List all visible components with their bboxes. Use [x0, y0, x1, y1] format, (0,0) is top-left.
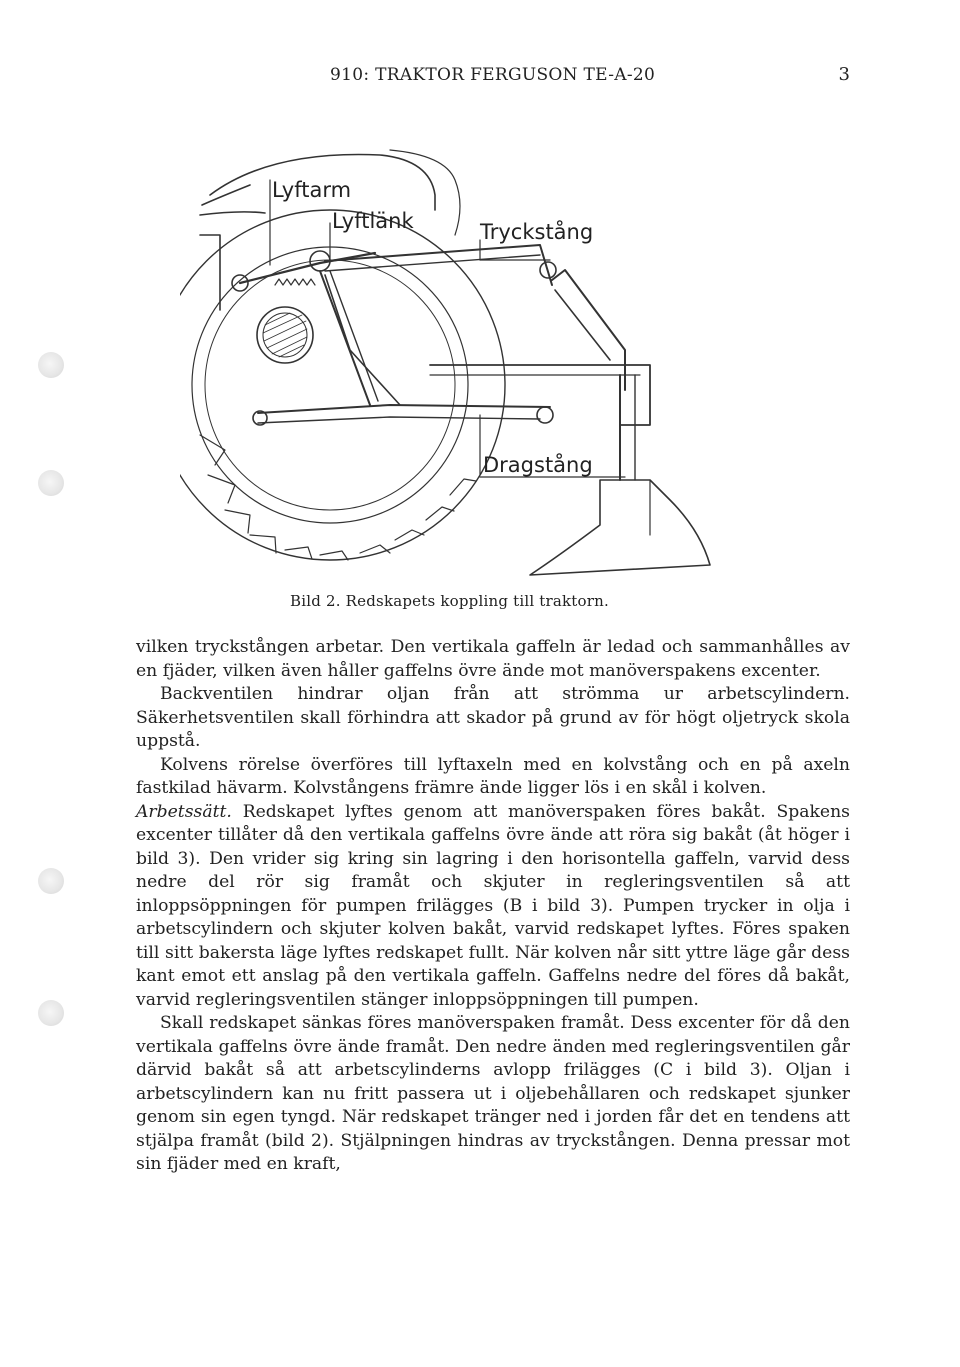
paragraph-4 — [136, 801, 850, 1013]
paragraph-1: vilken tryckstången arbetar. Den vertikala gaffeln är ledad och sammanhålles av en fjäder, vilken även håller gaffelns övre ände mot manöverspakens excenter. — [136, 637, 850, 681]
paragraph-4-text: Redskapet lyftes genom att manöverspaken föres bakåt. Spakens excenter tillåter då den vertikala gaffelns övre ände att röra sig bakåt (åt höger i bild 3). Den vrider sig kring sin lagring i den horisontella gaffeln, varvid dess nedre del rör sig framåt och skjuter in regleringsventilen så att inloppsöppningen för pumpen frilägges (B i bild 3). Pumpen trycker in olja i arbetscylindern och skjuter kolven bakåt, varvid redskapet lyftes. Föres spaken till sitt bakersta läge lyftes redskapet fullt. När kolven når sitt yttre läge går dess kant emot ett anslag på den vertikala gaffeln. Gaffelns nedre del föres då bakåt, varvid regleringsventilen stänger inloppsöppningen till pumpen. — [136, 801, 850, 1010]
paragraph-5: Skall redskapet sänkas föres manöverspaken framåt. Dess excenter för då den vertikala gaffelns övre ände framåt. Den nedre änden med regleringsventilen går därvid bakåt så att arbetscylinderns avlopp frilägges (C i bild 3). Oljan i arbetscylindern kan nu fritt passera ut i oljebehållaren och redskapet sjunker genom sin egen tyngd. När redskapet tränger ned i jorden får det en tendens att stjälpa framåt (bild 2). Stjälpningen hindras av tryckstången. Denna pressar mot sin fjäder med en kraft, — [136, 1013, 850, 1174]
paragraph-3: Kolvens rörelse överföres till lyftaxeln med en kolvstång och en på axeln fastkilad hävarm. Kolvstångens främre ände ligger lös i en skål i kolven. — [136, 754, 850, 798]
body-edge — [202, 185, 250, 205]
paragraph-2: Backventilen hindrar oljan från att strömma ur arbetscylindern. Säkerhetsventilen skall förhindra att skador på grund av för högt oljetryck skola uppstå. — [136, 684, 850, 751]
lift-arm — [240, 253, 375, 283]
figure-caption: Bild 2. Redskapets koppling till traktorn. — [290, 592, 609, 610]
implement-mast — [552, 270, 625, 390]
punch-hole-2 — [38, 470, 64, 496]
draw-bar-pin-right — [537, 407, 553, 423]
implement-hitch-diagram — [180, 135, 740, 610]
body-text — [136, 636, 850, 1177]
spring — [275, 279, 315, 285]
wheel-hub-inner — [263, 313, 307, 357]
body-lower — [200, 235, 220, 310]
page-number: 3 — [838, 64, 850, 85]
implement-beam — [430, 365, 650, 425]
lift-link — [320, 271, 370, 405]
punch-hole-3 — [38, 868, 64, 894]
draw-bar — [258, 405, 550, 413]
label-tryckstang: Tryckstång — [480, 220, 594, 244]
label-lyftlank: Lyftlänk — [332, 209, 414, 233]
punch-hole-4 — [38, 1000, 64, 1026]
label-dragstang: Dragstång — [483, 453, 593, 477]
label-lyftarm: Lyftarm — [272, 178, 352, 202]
plough-share — [530, 480, 710, 575]
punch-hole-1 — [38, 352, 64, 378]
page-title: 910: TRAKTOR FERGUSON TE-A-20 — [330, 65, 656, 85]
section-heading-arbetssatt: Arbetssätt. — [136, 801, 232, 822]
wheel-outer — [180, 210, 505, 560]
top-link — [325, 245, 552, 285]
body-line — [200, 212, 265, 215]
implement-brace — [555, 290, 610, 360]
page-header — [330, 64, 850, 94]
